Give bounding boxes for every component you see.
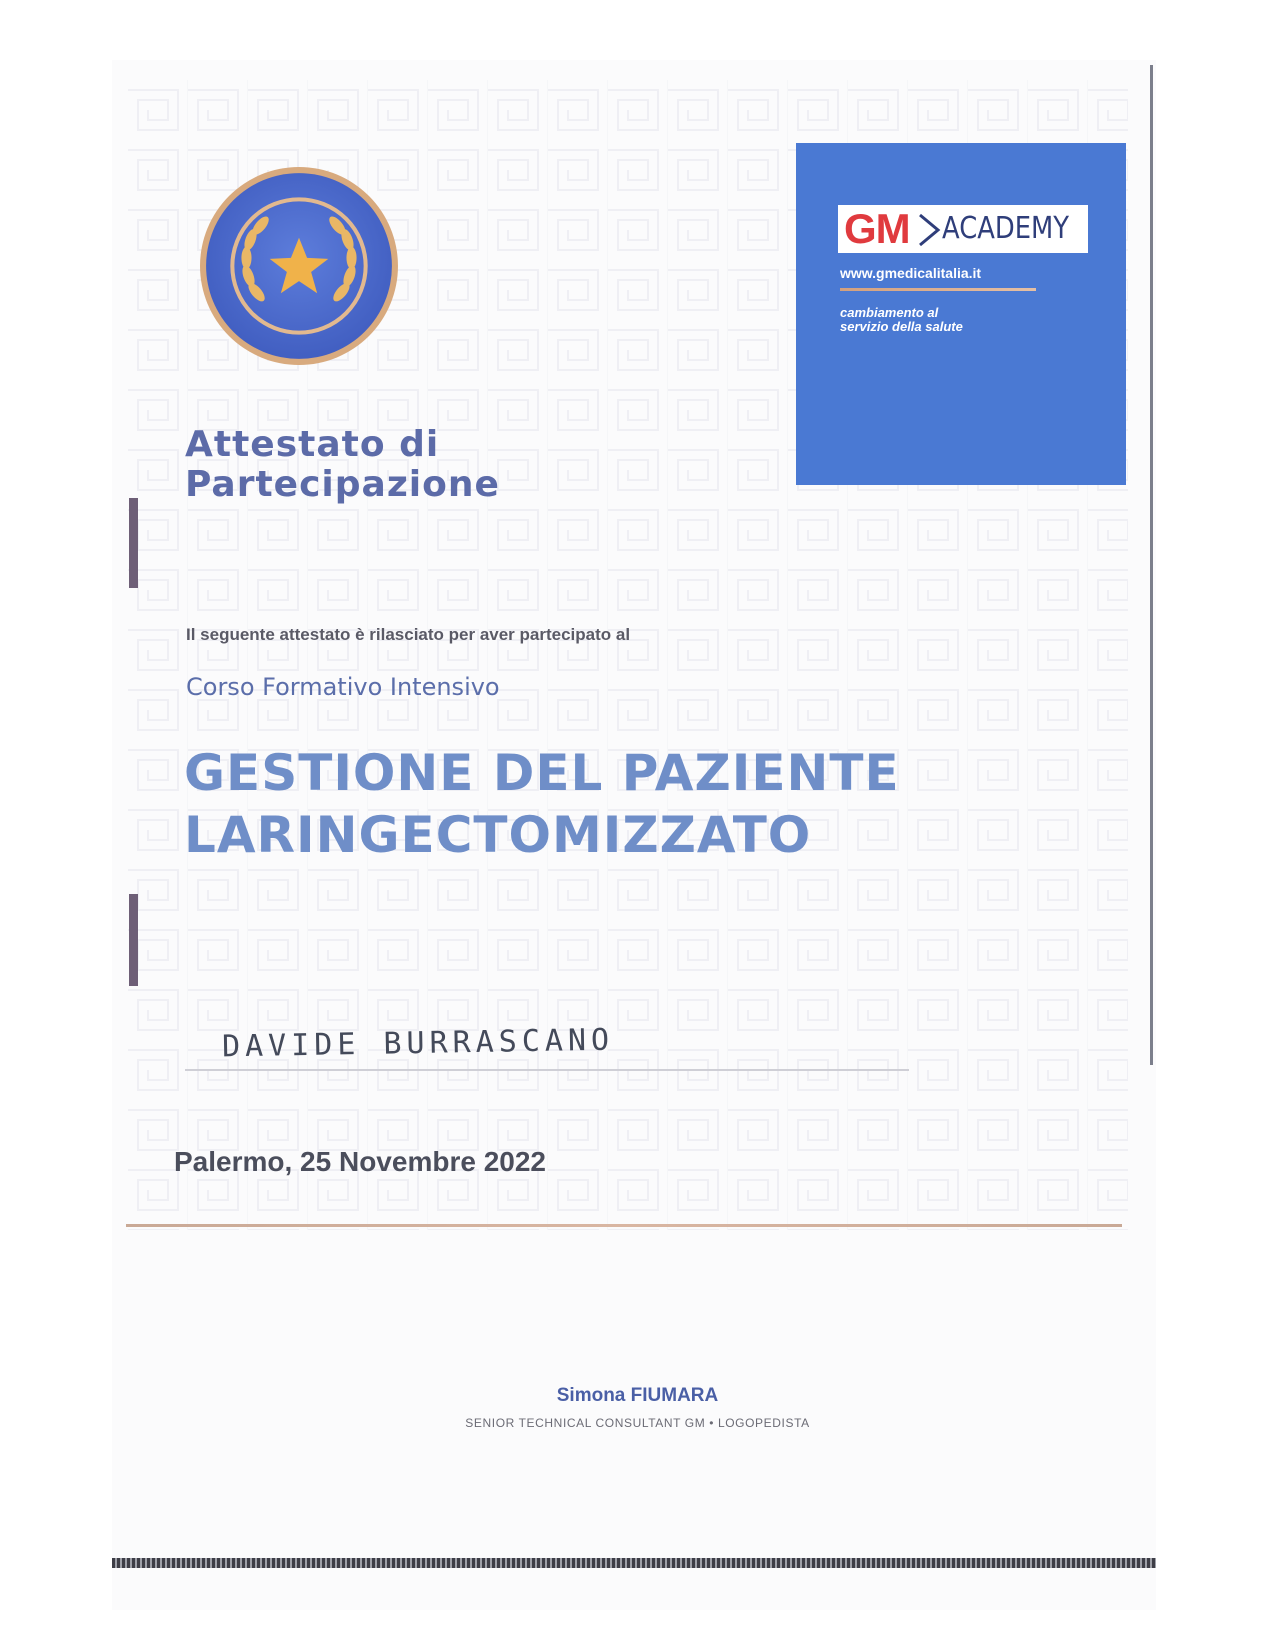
signer-name: Simona FIUMARA bbox=[556, 1385, 719, 1406]
brand-divider bbox=[840, 288, 1036, 291]
left-accent-bar bbox=[129, 498, 138, 588]
brand-tagline-line2: servizio della salute bbox=[840, 319, 963, 334]
course-name-line2: LARINGECTOMIZZATO bbox=[184, 806, 812, 864]
chevron-right-icon bbox=[916, 212, 942, 248]
laurel-star-medal-icon bbox=[198, 165, 400, 367]
certificate-title-line2: Partecipazione bbox=[185, 464, 500, 505]
certificate-intro: Il seguente attestato è rilasciato per aver partecipato al bbox=[186, 625, 631, 644]
gm-academy-logo bbox=[838, 205, 1088, 253]
logo-gm-text: GM bbox=[844, 205, 910, 252]
course-type: Corso Formativo Intensivo bbox=[186, 673, 500, 701]
gm-academy-brand-panel bbox=[796, 143, 1126, 485]
brand-tagline bbox=[840, 306, 1040, 334]
brand-tagline-line1: cambiamento al bbox=[840, 305, 939, 320]
certificate-title bbox=[185, 425, 705, 505]
logo-academy-text: ACADEMY bbox=[942, 211, 1070, 246]
certificate-title-line1: Attestato di bbox=[185, 424, 440, 465]
paper-perforation-edge bbox=[112, 1558, 1156, 1568]
brand-url: www.gmedicalitalia.it bbox=[840, 265, 982, 281]
course-name bbox=[184, 742, 1044, 866]
participant-name: DAVIDE BURRASCANO bbox=[221, 1022, 615, 1065]
section-divider bbox=[126, 1224, 1122, 1227]
place-and-date: Palermo, 25 Novembre 2022 bbox=[174, 1146, 546, 1177]
left-accent-bar bbox=[129, 894, 138, 986]
signer-role: SENIOR TECHNICAL CONSULTANT GM • LOGOPEDISTA bbox=[465, 1416, 810, 1430]
page-edge-shadow bbox=[1150, 65, 1153, 1065]
participant-name-line bbox=[185, 1069, 909, 1071]
course-name-line1: GESTIONE DEL PAZIENTE bbox=[184, 744, 900, 802]
